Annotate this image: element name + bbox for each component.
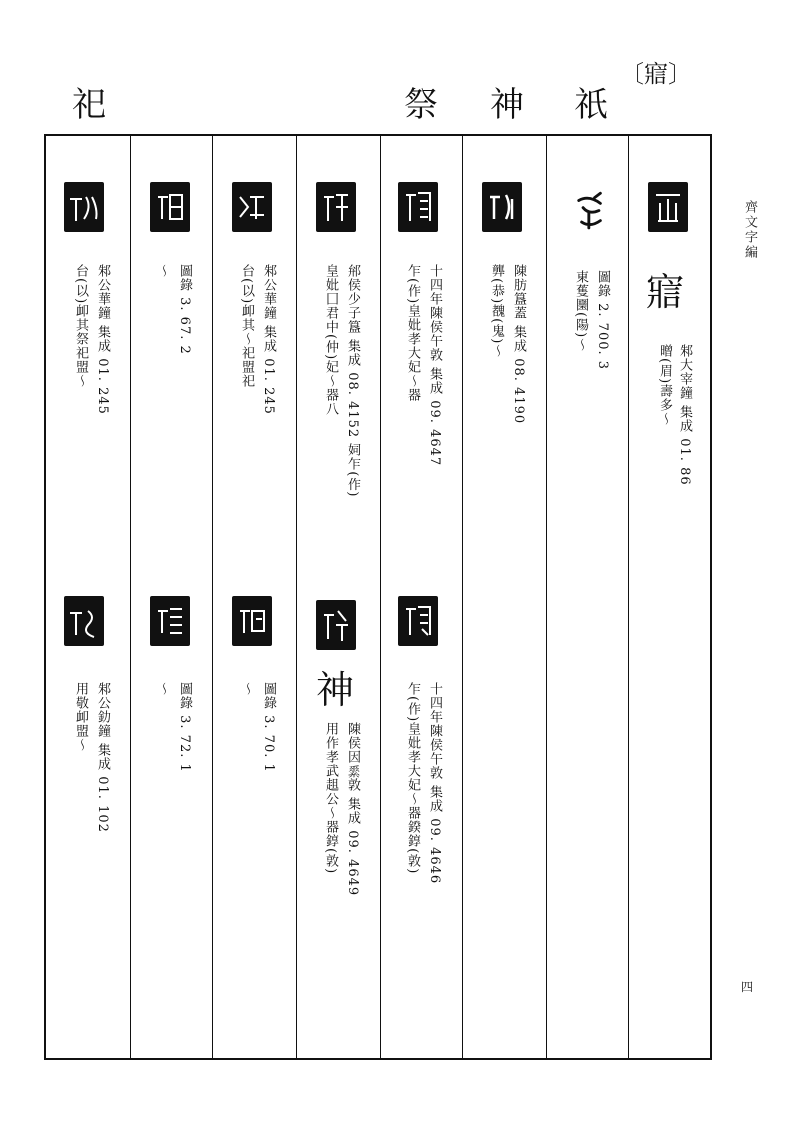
transcribed-glyph: 寣 [646,270,685,314]
entry-source: 圖錄 3. 72. 1 [177,682,192,773]
entry-text: 乍(作)皇妣孝大妃〜器 [405,264,420,403]
entry-source: 邾大宰鐘 集成 01. 86 [677,344,692,486]
heading-char-qi: 祇 [574,85,608,125]
entry-text: 皇妣囗君中(仲)妃〜器八 [323,264,338,417]
table-frame [44,134,712,1060]
entry-text: 〜 [155,682,170,696]
entry-text: 用作孝武趄公〜器錞(敦) [323,722,338,875]
column-divider [462,134,463,1060]
seal-rubbing-image [64,596,104,646]
entry-text: 台(以)卹其祭祀盟〜 [73,264,88,389]
column-divider [380,134,381,1060]
heading-char-shen: 神 [490,85,524,125]
entry-source: 圖錄 3. 70. 1 [261,682,276,773]
seal-rubbing-image [316,600,356,650]
entry-source: 圖錄 2. 700. 3 [595,270,610,371]
entry-text: 東蒦圞(陽)〜 [573,270,588,353]
paren-heading: 〔寣〕 [620,60,692,88]
seal-rubbing-image [150,182,190,232]
entry-text: 用敬卹盟〜 [73,682,88,752]
entry-text: 㬝(眉)壽多〜 [657,344,672,427]
entry-text: 台(以)卹其〜祀盟祀 [239,264,254,389]
seal-rubbing-image [232,596,272,646]
entry-source: 𨚕侯少子簋 集成 08. 4152 㚸乍(作) [345,264,360,498]
seal-rubbing-image [150,596,190,646]
column-divider [546,134,547,1060]
entry-source: 邾公釛鐘 集成 01. 102 [95,682,110,833]
seal-rubbing-image [232,182,272,232]
heading-char-si: 祀 [72,85,106,125]
entry-text: 〜 [155,264,170,278]
seal-rubbing-image [316,182,356,232]
seal-rubbing-image [64,182,104,232]
entry-source: 邾公華鐘 集成 01. 245 [95,264,110,415]
entry-source: 陳肪簋蓋 集成 08. 4190 [511,264,526,425]
entry-text: 〜 [239,682,254,696]
entry-source: 邾公華鐘 集成 01. 245 [261,264,276,415]
column-divider [628,134,629,1060]
entry-source: 十四年陳侯午敦 集成 09. 4646 [427,682,442,885]
seal-rubbing-image [648,182,688,232]
entry-source: 十四年陳侯午敦 集成 09. 4647 [427,264,442,467]
seal-rubbing-image [398,596,438,646]
entry-text: 龏(恭)䰩(鬼)〜 [489,264,504,359]
column-divider [212,134,213,1060]
heading-char-ji: 祭 [404,85,438,125]
entry-source: 陳侯因𦃃敦 集成 09. 4649 [345,722,360,897]
seal-rubbing-image [482,182,522,232]
page-number: 四 [741,980,754,994]
column-divider [296,134,297,1060]
seal-rubbing-image [398,182,438,232]
side-label: 齊文字編 [742,200,757,260]
transcribed-glyph: 神 [316,668,355,712]
inscription-glyph-image [566,182,616,242]
entry-source: 圖錄 3. 67. 2 [177,264,192,355]
column-divider [130,134,131,1060]
entry-text: 乍(作)皇妣孝大妃〜器鍨錞(敦) [405,682,420,875]
